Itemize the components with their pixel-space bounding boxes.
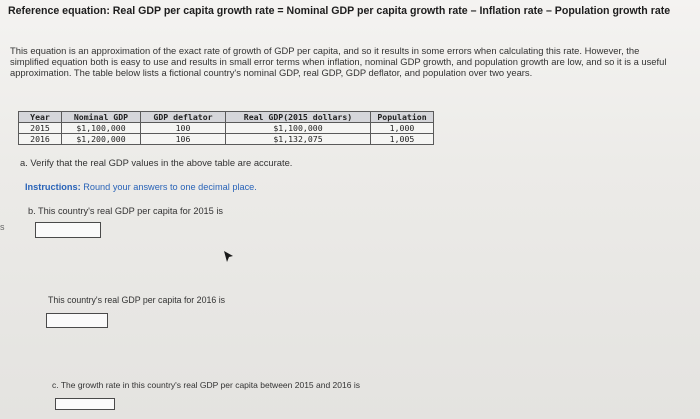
table-row bbox=[19, 123, 434, 134]
question-b-2016: This country's real GDP per capita for 2016 is bbox=[48, 295, 226, 305]
table-header-row bbox=[19, 112, 434, 123]
cell-gdp-deflator: 100 bbox=[141, 123, 226, 134]
instructions bbox=[25, 182, 257, 192]
left-edge-mark: s bbox=[0, 222, 5, 232]
cell-population: 1,005 bbox=[371, 134, 434, 145]
question-b-2015: b. This country's real GDP per capita for 2015 is bbox=[28, 206, 223, 216]
instructions-text: Round your answers to one decimal place. bbox=[80, 182, 257, 192]
cell-nominal-gdp: $1,100,000 bbox=[62, 123, 141, 134]
answer-input-2016[interactable] bbox=[46, 313, 108, 328]
mouse-pointer-icon bbox=[223, 250, 235, 264]
cell-real-gdp: $1,100,000 bbox=[226, 123, 371, 134]
instructions-label: Instructions: bbox=[25, 182, 81, 192]
gdp-table bbox=[18, 111, 434, 145]
header-population: Population bbox=[371, 112, 434, 123]
header-gdp-deflator: GDP deflator bbox=[141, 112, 226, 123]
header-real-gdp: Real GDP(2015 dollars) bbox=[226, 112, 371, 123]
cell-gdp-deflator: 106 bbox=[141, 134, 226, 145]
header-year: Year bbox=[19, 112, 62, 123]
cell-population: 1,000 bbox=[371, 123, 434, 134]
answer-input-2015[interactable] bbox=[35, 222, 101, 238]
table-row bbox=[19, 134, 434, 145]
cell-nominal-gdp: $1,200,000 bbox=[62, 134, 141, 145]
reference-equation: Reference equation: Real GDP per capita growth rate = Nominal GDP per capita growth rate – Inflation rate – Population growth rate bbox=[8, 5, 671, 17]
cell-year: 2015 bbox=[19, 123, 62, 134]
cell-year: 2016 bbox=[19, 134, 62, 145]
intro-paragraph: This equation is an approximation of the exact rate of growth of GDP per capita, and so it results in some errors when calculating this rate. However, the simplified equation both is easy to use and results in small error terms when inflation, nominal GDP growth, and population growth are low, and so it is a useful approximation. The table below lists a fictional country's nominal GDP, real GDP, GDP deflator, and population over two years. bbox=[10, 45, 667, 79]
question-a: a. Verify that the real GDP values in the above table are accurate. bbox=[20, 157, 293, 168]
answer-input-growth-rate[interactable] bbox=[55, 398, 115, 410]
question-c-growth: c. The growth rate in this country's real GDP per capita between 2015 and 2016 is bbox=[52, 380, 360, 390]
cell-real-gdp: $1,132,075 bbox=[226, 134, 371, 145]
header-nominal-gdp: Nominal GDP bbox=[62, 112, 141, 123]
